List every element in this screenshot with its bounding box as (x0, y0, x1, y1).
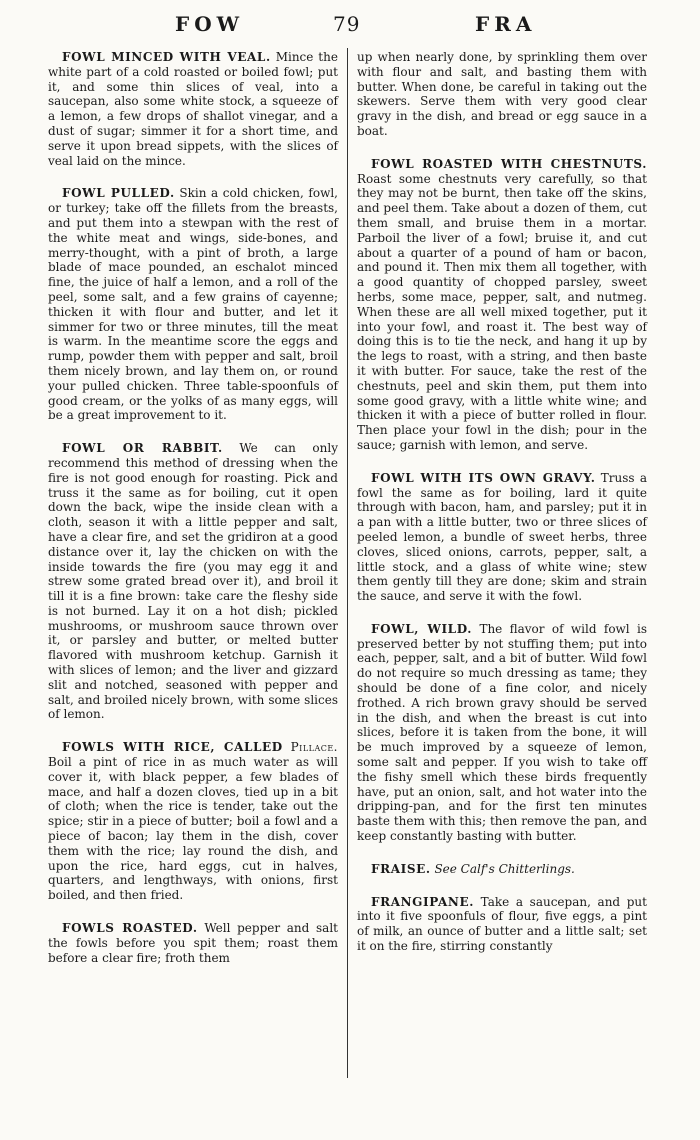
header-left-guide-word: FOW (175, 12, 245, 36)
entry-text: Roast some chestnuts very carefully, so that they may not be burnt, then take off the skins, and peel them. Take about a dozen of them, cut them small, and bruise them in a mortar. Parboil the liver of a fowl; bruise it, and cut about a quarter of a pound of ham or bacon, and pound it. Then mix them all together, with a good quantity of chopped parsley, sweet herbs, some mace, pepper, salt, and nutmeg. When these are all well mixed together, put it into your fowl, and roast it. The best way of doing this is to tie the neck, and hang it up by the legs to roast, with a string, and then baste it with butter. For sauce, take the rest of the chestnuts, peel and skin them, put them into some good gravy, with a little white wine; and thicken it with a piece of butter rolled in flour. Then place your fowl in the dish; pour in the sauce; garnish with lemon, and serve. (357, 171, 647, 452)
entry-fowl-pulled (48, 186, 338, 423)
cross-reference: See Calf's Chitterlings. (434, 861, 575, 876)
entry-text: Boil a pint of rice in as much water as will cover it, with black pepper, a few blades of mace, and half a dozen cloves, tied up in a bit of cloth; when the rice is tender, take out the spice; stir in a piece of butter; boil a fowl and a piece of bacon; lay them in the dish, cover them with the rice; lay round the dish, and upon the rice, hard eggs, cut in halves, quarters, and lengthways, with onions, first boiled, and then fried. (48, 755, 338, 903)
entry-text: The flavor of wild fowl is preserved better by not stuffing them; put into each, pepper, salt, and a bit of butter. Wild fowl do not require so much dressing as tame; they should be done of a fine color, and nicely frothed. A rich brown gravy should be served in the dish, and when the breast is cut into slices, before it is taken from the bone, it will be much improved by a squeeze of lemon, some salt and pepper. If you wish to take off the fishy smell which these birds frequently have, put an onion, salt, and hot water into the dripping-pan, and for the first ten minutes baste them with this; then remove the pan, and keep constantly basting with butter. (357, 621, 647, 844)
entry-text: We can only recommend this method of dressing when the fire is not good enough for roasting. Pick and truss it the same as for boiling, cut it open down the back, wipe the inside clean with a cloth, season it with a little pepper and salt, have a clear fire, and set the gridiron at a good distance over it, lay the chicken on with the inside towards the fire (you may egg it and strew some grated bread over it), and broil it till it is a fine brown: take care the fleshy side is not burned. Lay it on a hot dish; pickled mushrooms, or mushroom sauce thrown over it, or parsley and butter, or melted butter flavored with mushroom ketchup. Garnish it with slices of lemon; and the liver and gizzard slit and notched, seasoned with pepper and salt, and broiled nicely brown, with some slices of lemon. (48, 441, 338, 722)
entry-fowl-minced-with-veal (48, 50, 338, 168)
entry-fowl-or-rabbit (48, 441, 338, 722)
entry-title: FOWL OR RABBIT. (62, 441, 223, 456)
entry-title: FOWL WITH ITS OWN GRAVY. (371, 470, 596, 485)
entry-title: FOWL PULLED. (62, 186, 175, 201)
entry-text: Well pepper and salt the fowls before you spit them; roast them before a clear fire; froth them (48, 921, 338, 965)
header-right-guide-word: FRA (475, 12, 537, 36)
entry-title: FOWL MINCED WITH VEAL. (62, 50, 271, 64)
entry-text: Skin a cold chicken, fowl, or turkey; take off the fillets from the breasts, and put them into a stewpan with the rest of the white meat and wings, side-bones, and merry-thought, with a pint of broth, a large blade of mace pounded, an eschalot minced fine, the juice of half a lemon, and a roll of the peel, some salt, and a few grains of cayenne; thicken it with flour and butter, and let it simmer for two or three minutes, till the meat is warm. In the meantime score the eggs and rump, powder them with pepper and salt, broil them nicely brown, and lay them on, or round your pulled chicken. Three table-spoonfuls of good cream, or the yolks of as many eggs, will be a great improvement to it. (48, 186, 338, 423)
entry-title: FOWL ROASTED WITH CHESTNUTS. (371, 156, 647, 171)
entry-fowl-with-its-own-gravy (357, 471, 647, 604)
entry-title: FOWLS ROASTED. (62, 921, 198, 936)
page-number: 79 (333, 12, 361, 36)
entry-text: Truss a fowl the same as for boiling, lard it quite through with bacon, ham, and parsley; put it in a pan with a little butter, two or three slices of peeled lemon, a bundle of sweet herbs, three cloves, sliced onions, carrots, pepper, salt, a little stock, and a glass of white wine; stew them gently till they are done; skim and strain the sauce, and serve it with the fowl. (357, 470, 647, 604)
entry-fowls-with-rice (48, 740, 338, 903)
entry-frangipane (357, 895, 647, 954)
running-header (0, 12, 700, 48)
right-column (357, 50, 647, 972)
entry-fowl-wild (357, 622, 647, 844)
entry-fowl-roasted-with-chestnuts (357, 157, 647, 453)
left-column (48, 50, 338, 983)
entry-text: Mince the white part of a cold roasted or boiled fowl; put it, and some thin slices of veal, into a saucepan, also some white stock, a squeeze of a lemon, a few drops of shallot vinegar, and a dust of sugar; simmer it for a short time, and serve it upon bread sippets, with the slices of veal laid on the mince. (48, 50, 338, 168)
entry-text: up when nearly done, by sprinkling them over with flour and salt, and basting them with butter. When done, be careful in taking out the skewers. Serve them with very good clear gravy in the dish, and bread or egg sauce in a boat. (357, 50, 647, 138)
column-divider (347, 48, 348, 1078)
entry-title: FOWL, WILD. (371, 621, 473, 636)
entry-title: FOWLS WITH RICE, CALLED (62, 740, 283, 755)
entry-fowls-roasted-continued (357, 50, 647, 139)
entry-title: FRANGIPANE. (371, 894, 474, 909)
entry-subtitle: Pillace. (290, 740, 338, 755)
entry-fraise (357, 862, 647, 877)
entry-text: Take a saucepan, and put into it five spoonfuls of flour, five eggs, a pint of milk, an ounce of butter and a little salt; set it on the fire, stirring constantly (357, 894, 647, 954)
entry-fowls-roasted (48, 921, 338, 965)
entry-title: FRAISE. (371, 861, 431, 876)
